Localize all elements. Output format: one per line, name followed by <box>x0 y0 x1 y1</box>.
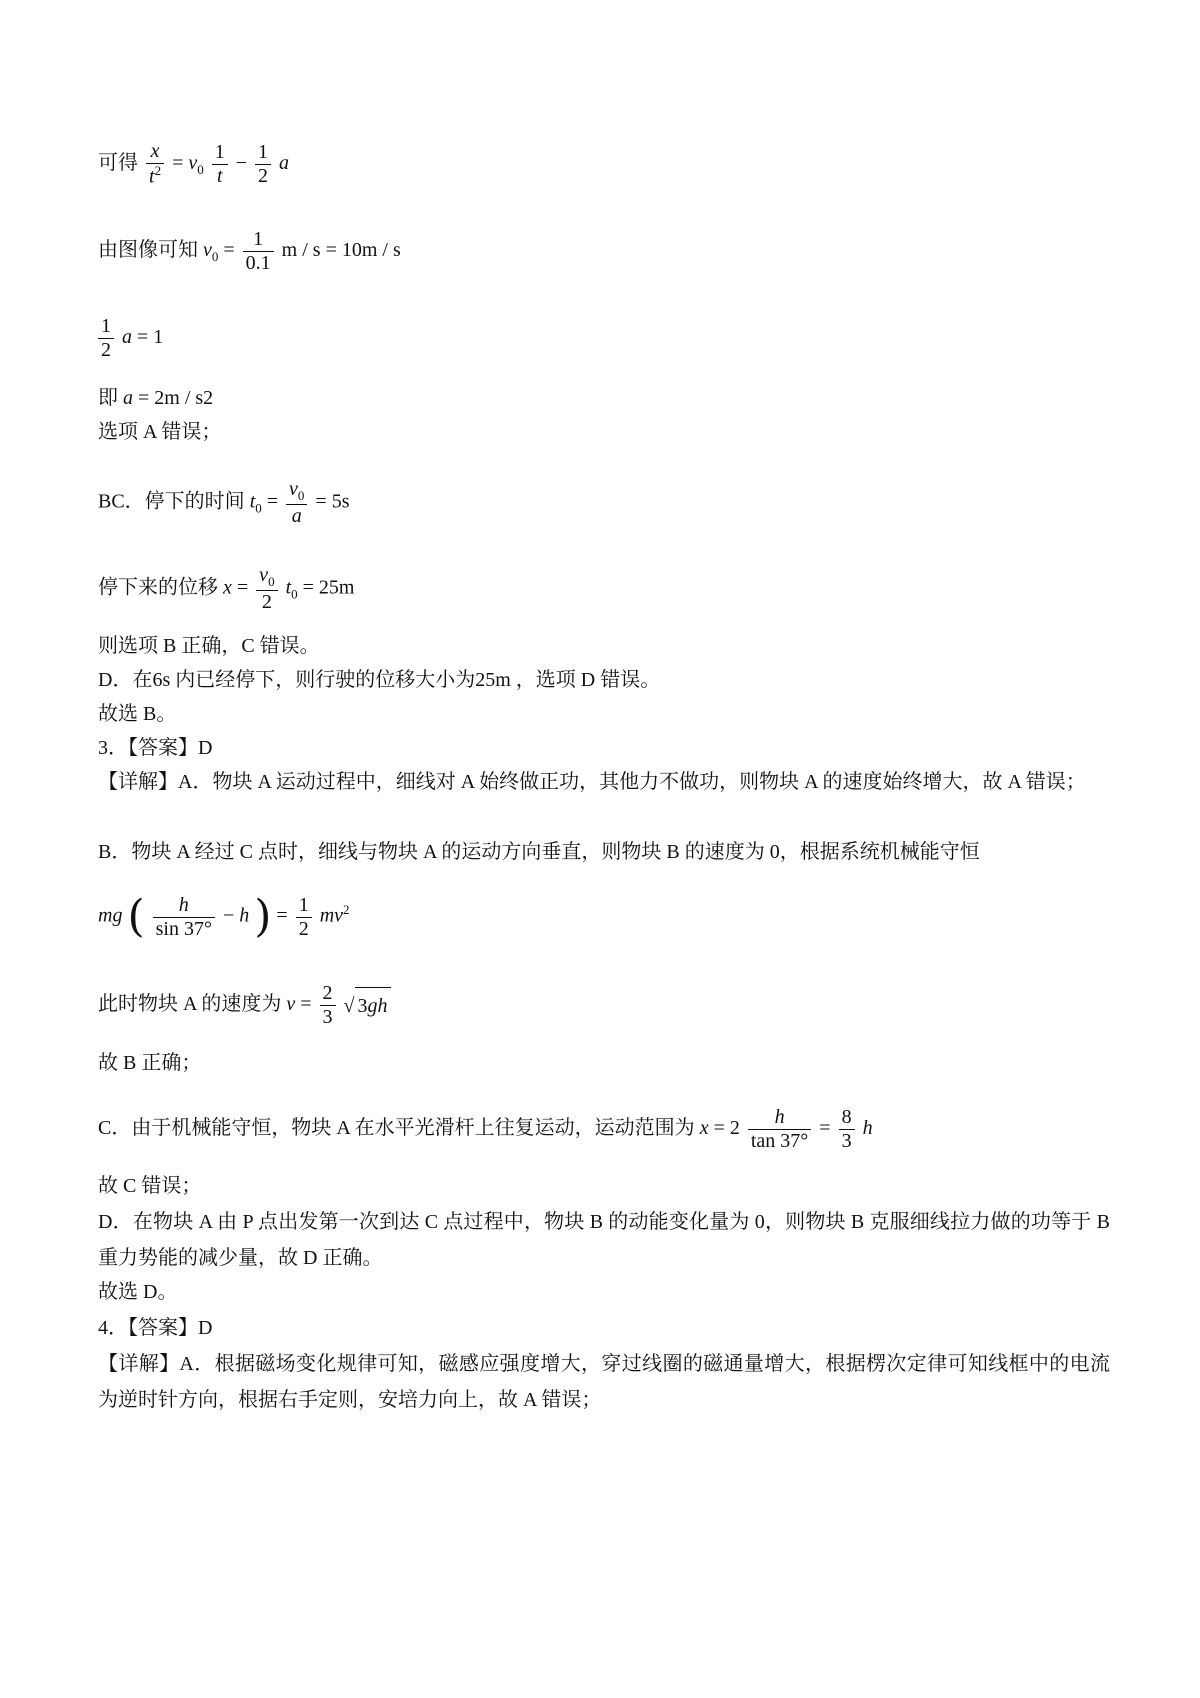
fraction: $\frac{8}{3}$ <box>839 1106 855 1153</box>
eq-line-15: 此时物块 A 的速度为 v = $\frac{2}{3}$ √ 3gh <box>98 982 1110 1029</box>
square-root: √ 3gh <box>344 987 391 1024</box>
fraction: $\frac{1}{0.1}$ <box>243 228 274 275</box>
eq-line-14: mg ( $\frac{h}{\sin 37^\circ}$ − h ) = $\frac{1}{2}$ $mv^2$ <box>98 891 350 943</box>
answer-heading: 3．【答案】D <box>98 737 213 759</box>
fraction: $\frac{v_0}{2}$ <box>256 564 277 614</box>
left-paren: ( <box>127 891 145 943</box>
text-line: 选项 A 错误； <box>98 421 222 443</box>
text-line: 故 C 错误； <box>98 1175 202 1197</box>
text-paragraph: D．在物块 A 由 P 点出发第一次到达 C 点过程中，物块 B 的动能变化量为 0，则物块 B 克服细线拉力做的功等于 B 重力势能的减少量，故 D 正确。 <box>98 1211 1110 1269</box>
text-paragraph: 【详解】A．物块 A 运动过程中，细线对 A 始终做正功，其他力不做功，则物块 A 的速度始终增大，故 A 错误； <box>98 771 1086 793</box>
text-line: D．在6s 内已经停下，则行驶的位移大小为25m ，选项 D 错误。 <box>98 669 661 691</box>
text-line: 故 B 正确； <box>98 1052 202 1074</box>
eq-line-1: 可得 $\frac{x}{t^2}$ = $v_0$ $\frac{1}{t}$ − $\frac{1}{2}$ a <box>98 140 290 188</box>
text-line: 故选 B。 <box>98 703 177 725</box>
eq-line-6: BC．停下的时间 $t_0$ = $\frac{v_0}{a}$ = 5s <box>98 478 350 527</box>
fraction: $\frac{x}{t^2}$ <box>146 140 164 189</box>
fraction: $\frac{2}{3}$ <box>320 982 336 1029</box>
text-line: B．物块 A 经过 C 点时，细线与物块 A 的运动方向垂直，则物块 B 的速度为 0，根据系统机械能守恒 <box>98 841 980 863</box>
eq-line-4: 即 a = 2m / s2 <box>98 387 214 409</box>
text-paragraph: 【详解】A．根据磁场变化规律可知，磁感应强度增大，穿过线圈的磁通量增大，根据楞次定律可知线框中的电流为逆时针方向，根据右手定则，安培力向上，故 A 错误； <box>98 1353 1110 1411</box>
fraction: $\frac{1}{2}$ <box>255 141 271 188</box>
fraction: $\frac{v_0}{a}$ <box>286 478 307 528</box>
eq-line-2: 由图像可知 $v_0$ = $\frac{1}{0.1}$ m / s = 10m / s <box>98 228 401 274</box>
text-line: 故选 D。 <box>98 1281 178 1303</box>
right-paren: ) <box>254 891 272 943</box>
eq-line-17: C．由于机械能守恒，物块 A 在水平光滑杆上往复运动，运动范围为 x = 2 $\frac{h}{\tan 37^\circ}$ = $\frac{8}{3}$ h <box>98 1106 873 1152</box>
fraction: $\frac{h}{\tan 37^\circ}$ <box>748 1106 811 1153</box>
fraction: $\frac{1}{t}$ <box>212 141 228 188</box>
fraction: $\frac{1}{2}$ <box>98 315 114 362</box>
eq-line-3: $\frac{1}{2}$ a = 1 <box>98 315 1110 362</box>
eq-line-7: 停下来的位移 x = $\frac{v_0}{2}$ $t_0 = 25m$ <box>98 564 355 613</box>
text-line: 则选项 B 正确，C 错误。 <box>98 635 320 657</box>
text: 可得 <box>98 151 138 174</box>
fraction: $\frac{1}{2}$ <box>296 894 312 941</box>
answer-heading: 4．【答案】D <box>98 1317 213 1339</box>
fraction: $\frac{h}{\sin 37^\circ}$ <box>153 894 215 941</box>
